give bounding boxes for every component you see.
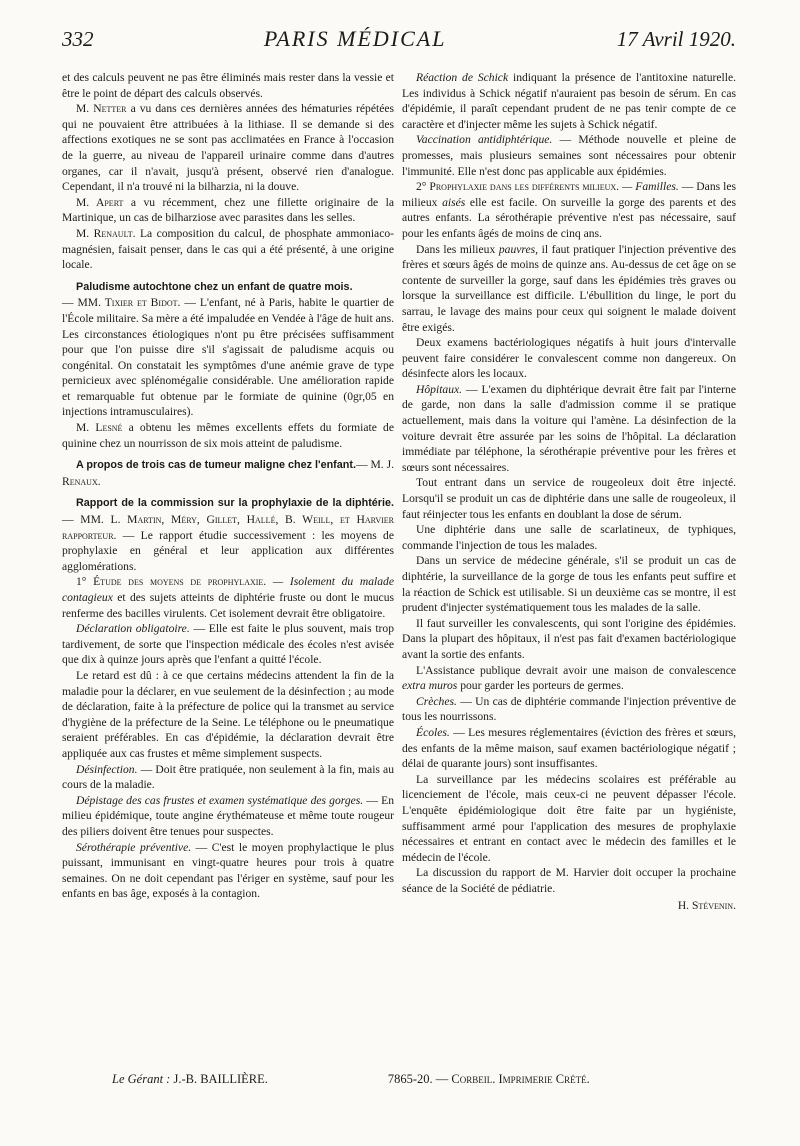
paragraph: Une diphtérie dans une salle de scarlatineux, de typhiques, commande l'injection de tous les malades. (402, 523, 736, 552)
paragraph: Crèches. — Un cas de diphtérie commande l'injection préventive de tous les nourrissons. (402, 694, 736, 724)
paragraph: Dans les milieux pauvres, il faut pratiquer l'injection préventive des frères et sœurs âgés de moins de quinze ans. Au-dessus de cet âge on se contente de surveiller la gorge, sauf dans les épidémies très graves ou lorsque la surveillance est difficile. L'ébullition du linge, le port du sarrau, le lavage des mains pour ceux qui soignent le malade doivent être exigés. (402, 242, 736, 334)
left-column (62, 70, 394, 902)
paragraph: L'Assistance publique devrait avoir une maison de convalescence extra muros pour garder les porteurs de germes. (402, 663, 736, 693)
paragraph: Deux examens bactériologiques négatifs à huit jours d'intervalle peuvent faire considérer le convalescent comme non dangereux. On désinfecte alors les locaux. (402, 336, 736, 381)
paragraph: Vaccination antidiphtérique. — Méthode nouvelle et pleine de promesses, mais plusieurs semaines sont nécessaires pour obtenir l'immunité. Elle n'est donc pas applicable aux épidémies. (402, 133, 736, 178)
paragraph: Il faut surveiller les convalescents, qui sont l'origine des épidémies. Dans la plupart des hôpitaux, il n'est pas fait d'examen bactériologique avant la sortie des enfants. (402, 616, 736, 661)
paragraph: Hôpitaux. — L'examen du diphtérique devrait être fait par l'interne de garde, non dans la salle d'admission comme il se pratique actuellement, mais dans la voiture qui l'amène. La désinfection de la voiture devrait être assurée par les soins de l'hôpital. La déclaration immédiate par téléphone, la sérothérapie préventive pour les frères et sœurs sont nécessaires. (402, 382, 736, 474)
section-heading: Rapport de la commission sur la prophylaxie de la diphtérie. — MM. L. Martin, Méry, Gillet, Hallé, B. Weill, et Harvier rapporteur. — Le rapport étudie successivement : les moyens de prophylaxie en général et leur application aux différentes agglomérations. (62, 497, 394, 573)
paragraph: — MM. Tixier et Bidot. — L'enfant, né à Paris, habite le quartier de l'École militaire. Sa mère a été impaludée en Vendée à l'âge de huit ans. Les circonstances étiologiques n'ont pu être précisées suffisamment pour que l'on puisse dire s'il s'agissait de paludisme acquis ou congénital. On constatait les symptômes d'une anémie grave de type pernicieux avec splénomégalie considérable. Une amélioration rapide et remarquable fut obtenue par le formiate de quinine (0gr,05 en injections intramusculaires). (62, 296, 394, 419)
issue-date: 17 Avril 1920. (616, 27, 736, 51)
paragraph: Écoles. — Les mesures réglementaires (éviction des frères et sœurs, des enfants de la même maison, sauf examen bactériologique négatif ; délai de quarante jours) sont insuffisantes. (402, 725, 736, 771)
right-column (402, 70, 736, 914)
gerant-line: Le Gérant : J.-B. BAILLIÈRE. (112, 1072, 268, 1086)
paragraph: Tout entrant dans un service de rougeoleux doit être injecté. Lorsqu'il se produit un cas de diphtérie dans une salle de rougeoleux, il faut réinjecter tous les enfants en doublant la dose de sérum. (402, 476, 736, 521)
page-number: 332 (62, 27, 94, 51)
journal-title: PARIS MÉDICAL (263, 26, 447, 51)
paragraph: Réaction de Schick indiquant la présence de l'antitoxine naturelle. Les individus à Schick négatif n'auraient pas besoin de sérum. En cas d'épidémie, il paraît cependant prudent de ne pas tenir compte de ce caractère et d'injecter même les sujets à Schick négatif. (402, 71, 736, 131)
section-heading: Paludisme autochtone chez un enfant de quatre mois. (76, 280, 353, 293)
paragraph: Dans un service de médecine générale, s'il se produit un cas de diphtérie, la surveillance de la gorge de tous les enfants peut suffire et la réaction de Schick est utilisable. Si un deuxième cas se montre, il est prudent d'injecter systématiquement tous les malades de la salle. (402, 554, 736, 615)
paragraph: Déclaration obligatoire. — Elle est faite le plus souvent, mais trop tardivement, de sorte que l'inspection médicale des écoles n'est avisée que dix à quinze jours après que l'enfant a quitté l'école. (62, 622, 395, 667)
page-footer (112, 1072, 730, 1087)
author-signature: H. Stévenin. (677, 899, 736, 913)
paragraph: M. Renault. La composition du calcul, de phosphate ammoniaco-magnésien, faisait penser, dans le cas qui a été présenté, à une origine locale. (62, 226, 395, 272)
paragraph: Sérothérapie préventive. — C'est le moyen prophylactique le plus puissant, immunisant en vingt-quatre heures pour trois à quatre semaines. On ne doit cependant pas l'ériger en système, sauf pour les enfants en bas âge, exposés à la contagion. (62, 840, 394, 901)
paragraph: M. Apert a vu récemment, chez une fillette originaire de la Martinique, un cas de bilharziose avec parasites dans les selles. (62, 195, 394, 225)
paragraph: Le retard est dû : à ce que certains médecins attendent la fin de la maladie pour la déclarer, en vue seulement de la désinfection ; au mode de déclaration, faite à la préfecture de police qui la transmet au service d'hygiène de la préfecture de la Seine. Le téléphone ou le pneumatique seraient préférables. En cas d'épidémie, la déclaration devrait être appliquée aux cas frustes et même simplement suspects. (62, 668, 394, 760)
paragraph: La discussion du rapport de M. Harvier doit occuper la prochaine séance de la Société de pédiatrie. (402, 866, 736, 895)
paragraph: M. Lesné a obtenu les mêmes excellents effets du formiate de quinine chez un nourrisson de six mois atteint de paludisme. (62, 421, 395, 450)
paragraph: 1° Étude des moyens de prophylaxie. — Isolement du malade contagieux et des sujets atteints de diphtérie fruste ou dont le mucus renferme des bacilles virulents. Cet isolement devrait être obligatoire. (62, 575, 394, 620)
paragraph: 2° Prophylaxie dans les différents milieux. — Familles. — Dans les milieux aisés elle est facile. On surveille la gorge des parents et des autres enfants. La sérothérapie préventive n'est pas nécessaire, sauf pour les enfants âgés de moins de cinq ans. (402, 180, 737, 240)
running-header (62, 26, 736, 66)
paragraph: Désinfection. — Doit être pratiquée, non seulement à la fin, mais au cours de la maladie. (62, 762, 394, 792)
section-heading: A propos de trois cas de tumeur maligne chez l'enfant.— M. J. Renaux. (62, 458, 394, 488)
paragraph: M. Netter a vu dans ces dernières années des hématuries répétées qui ne pouvaient être attribuées à la lithiase. Il se demande si des affections exotiques ne se sont pas acclimatées en France à l'occasion de la guerre, au niveau de l'appareil urinaire comme dans d'autres organes, car il n'avait, jusqu'à présent, observé rien d'analogue. Cependant, il n'a trouvé ni la bilharzia, ni la douve. (62, 102, 394, 194)
paragraph: et des calculs peuvent ne pas être éliminés mais rester dans la vessie et être le point de départ des calculs observés. (62, 71, 394, 100)
printer-line: 7865-20. — Corbeil. Imprimerie Crété. (387, 1072, 590, 1086)
paragraph: La surveillance par les médecins scolaires est préférable au licenciement de l'école, mais ceux-ci ne peuvent dépasser l'école. L'enquête épidémiologique doit être faite par un hygiéniste, suffisamment armé pour l'application des mesures de prophylaxie nécessaires et entrant en contact avec le médecin des familles et le médecin de l'école. (402, 772, 736, 864)
paragraph: Dépistage des cas frustes et examen systématique des gorges. — En milieu épidémique, toute angine érythémateuse et même toute rougeur des piliers doivent être tenues pour suspectes. (62, 793, 395, 838)
